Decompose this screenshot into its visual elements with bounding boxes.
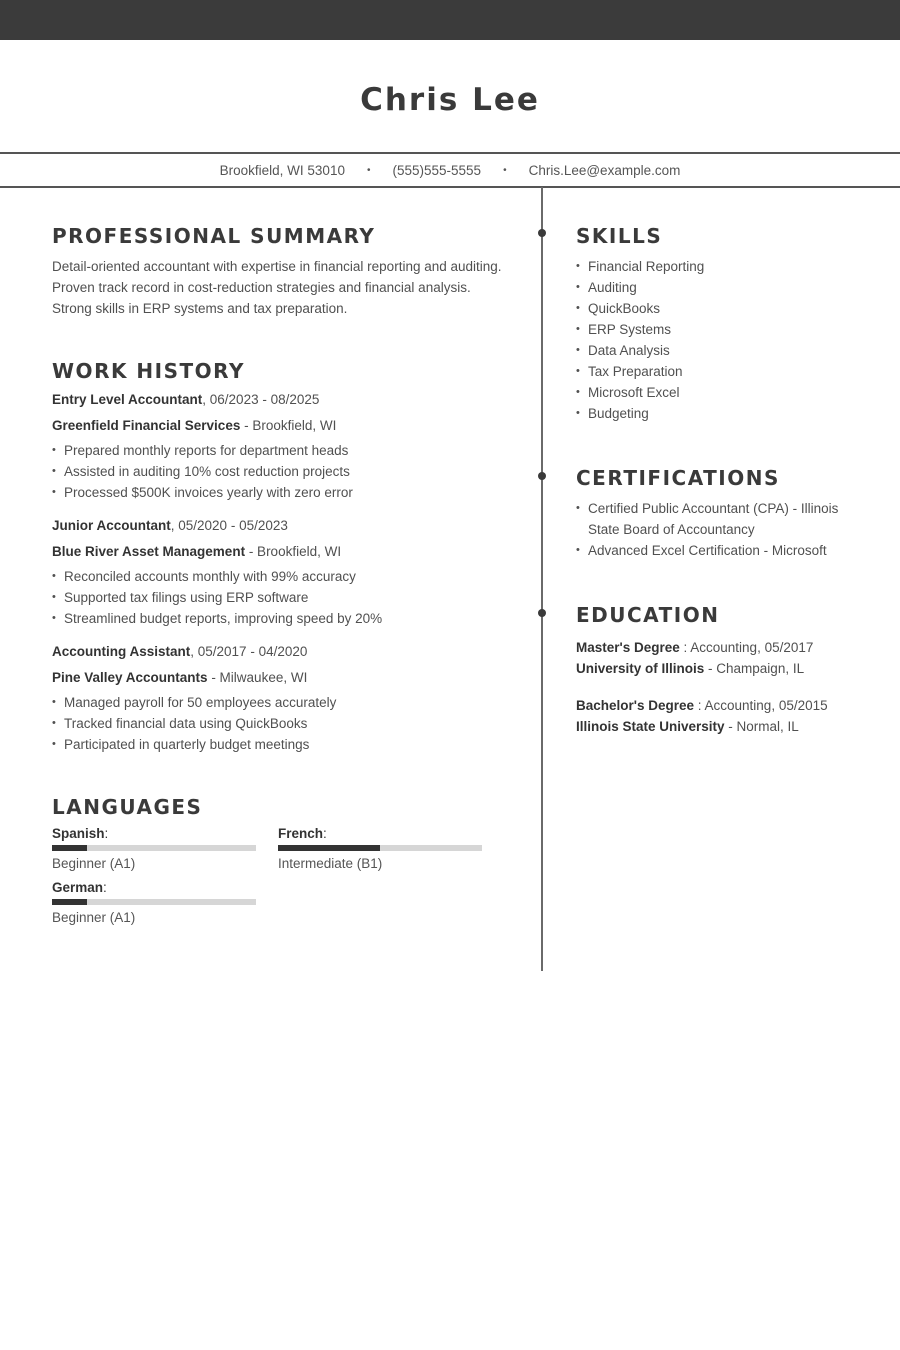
language-level-bar — [52, 899, 256, 905]
degree: Bachelor's Degree — [576, 698, 695, 713]
school-location: - Normal, IL — [724, 719, 799, 734]
contact-separator: • — [366, 164, 371, 176]
school: Illinois State University — [576, 719, 725, 734]
language-name-line: German: — [52, 880, 107, 895]
list-item: • Certified Public Accountant (CPA) - Illinois State Board of Accountancy — [576, 498, 846, 540]
summary-section — [52, 222, 512, 319]
job-company-line — [52, 541, 512, 562]
contact-address: Brookfield, WI 53010 — [219, 162, 345, 178]
divider-dot — [538, 609, 546, 617]
list-item: • QuickBooks — [576, 298, 876, 319]
list-item: • Data Analysis — [576, 340, 876, 361]
list-item: • Microsoft Excel — [576, 382, 876, 403]
work-heading: WORK HISTORY — [52, 359, 245, 383]
skills-section — [576, 222, 876, 424]
job-company: Pine Valley Accountants — [52, 670, 208, 685]
certifications-section — [576, 464, 876, 561]
degree: Master's Degree — [576, 640, 680, 655]
languages-section — [52, 793, 512, 927]
job-entry — [52, 389, 512, 503]
language-level-fill — [52, 845, 87, 851]
language-level: Beginner (A1) — [52, 856, 136, 871]
job-title: Accounting Assistant — [52, 644, 191, 659]
language-name: German — [52, 880, 104, 895]
education-entry — [576, 695, 876, 737]
right-column — [576, 222, 876, 737]
language-level-bar — [278, 845, 482, 851]
summary-heading: PROFESSIONAL SUMMARY — [52, 224, 376, 248]
language-level-fill — [278, 845, 380, 851]
job-location: - Brookfield, WI — [240, 418, 337, 433]
job-company-line — [52, 667, 512, 688]
list-item: • Assisted in auditing 10% cost reduction projects — [52, 461, 512, 482]
list-item: • Advanced Excel Certification - Microsoft — [576, 540, 846, 561]
language-name: Spanish — [52, 826, 105, 841]
degree-line — [576, 637, 876, 658]
languages-heading: LANGUAGES — [52, 795, 203, 819]
school-line — [576, 716, 876, 737]
list-item: • Financial Reporting — [576, 256, 876, 277]
job-company: Blue River Asset Management — [52, 544, 246, 559]
languages-grid — [52, 825, 512, 927]
education-heading: EDUCATION — [576, 603, 720, 627]
job-bullets — [52, 440, 512, 503]
certifications-list — [576, 498, 846, 561]
job-title: Junior Accountant — [52, 518, 171, 533]
language-name: French — [278, 826, 324, 841]
education-entry — [576, 637, 876, 679]
job-company: Greenfield Financial Services — [52, 418, 241, 433]
degree-detail: : Accounting, 05/2015 — [694, 698, 828, 713]
header-bar — [0, 0, 900, 40]
degree-line — [576, 695, 876, 716]
list-item: • Participated in quarterly budget meetings — [52, 734, 512, 755]
skills-list — [576, 256, 876, 424]
divider-dot — [538, 472, 546, 480]
candidate-name: Chris Lee — [360, 82, 540, 118]
language-name-line: Spanish: — [52, 826, 109, 841]
job-location: - Milwaukee, WI — [207, 670, 308, 685]
list-item: • Tracked financial data using QuickBooks — [52, 713, 512, 734]
school: University of Illinois — [576, 661, 705, 676]
list-item: • Supported tax filings using ERP software — [52, 587, 512, 608]
certifications-heading: CERTIFICATIONS — [576, 466, 780, 490]
contact-phone: (555)555-5555 — [392, 162, 482, 178]
left-column — [52, 222, 512, 927]
job-location: - Brookfield, WI — [245, 544, 342, 559]
job-bullets — [52, 692, 512, 755]
job-company-line — [52, 415, 512, 436]
job-dates: , 05/2020 - 05/2023 — [170, 518, 288, 533]
list-item: • Processed $500K invoices yearly with zero error — [52, 482, 512, 503]
language-level: Intermediate (B1) — [278, 856, 383, 871]
job-entry — [52, 641, 512, 755]
job-title-line — [52, 641, 512, 662]
list-item: • Auditing — [576, 277, 876, 298]
list-item: • Tax Preparation — [576, 361, 876, 382]
language-item — [52, 825, 278, 873]
contact-bar — [0, 152, 900, 188]
divider-dot — [538, 229, 546, 237]
school-line — [576, 658, 876, 679]
language-item — [278, 825, 488, 873]
job-bullets — [52, 566, 512, 629]
list-item: • Budgeting — [576, 403, 876, 424]
language-level: Beginner (A1) — [52, 910, 136, 925]
work-section — [52, 357, 512, 755]
job-title-line — [52, 389, 512, 410]
job-dates: , 06/2023 - 08/2025 — [202, 392, 320, 407]
list-item: • Prepared monthly reports for department heads — [52, 440, 512, 461]
job-entry — [52, 515, 512, 629]
list-item: • Managed payroll for 50 employees accurately — [52, 692, 512, 713]
job-title-line — [52, 515, 512, 536]
contact-email: Chris.Lee@example.com — [528, 162, 681, 178]
job-dates: , 05/2017 - 04/2020 — [190, 644, 308, 659]
education-section — [576, 601, 876, 737]
language-name-line: French: — [278, 826, 327, 841]
list-item: • Reconciled accounts monthly with 99% accuracy — [52, 566, 512, 587]
language-level-bar — [52, 845, 256, 851]
contact-separator: • — [503, 164, 507, 176]
skills-heading: SKILLS — [576, 224, 663, 248]
job-title: Entry Level Accountant — [52, 392, 203, 407]
language-level-fill — [52, 899, 87, 905]
list-item: • ERP Systems — [576, 319, 876, 340]
school-location: - Champaign, IL — [704, 661, 805, 676]
language-item — [52, 879, 278, 927]
list-item: • Streamlined budget reports, improving speed by 20% — [52, 608, 512, 629]
column-divider — [541, 187, 543, 971]
summary-text: Detail-oriented accountant with expertise in financial reporting and auditing. Proven track record in cost-reduction strategies and financial analysis. Strong skills in ERP systems and tax preparation. — [52, 259, 502, 316]
degree-detail: : Accounting, 05/2017 — [679, 640, 814, 655]
